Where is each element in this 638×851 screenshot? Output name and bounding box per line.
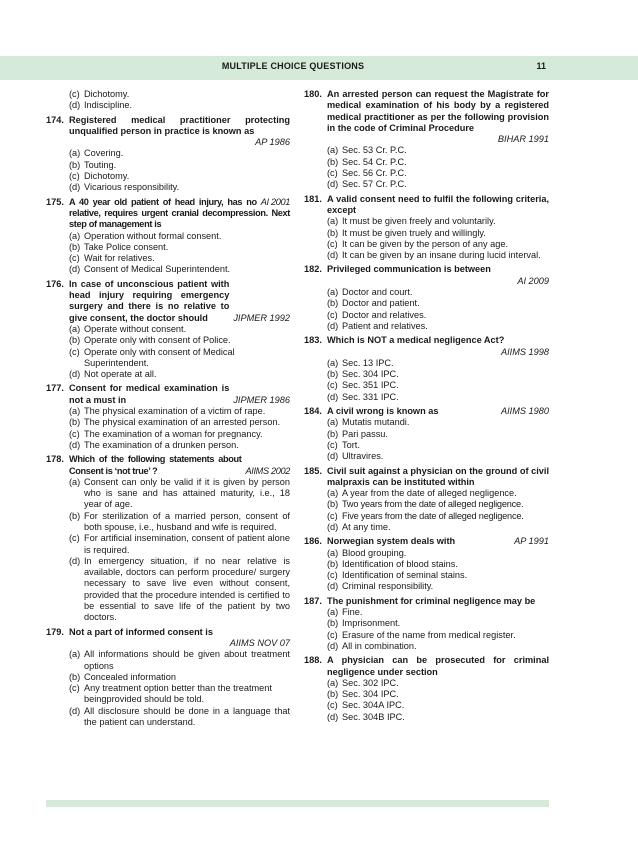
question-175 xyxy=(46,197,290,276)
option: (b) It must be given truely and willingly. xyxy=(327,227,486,238)
question-181 xyxy=(304,194,549,262)
question-source: BIHAR 1991 xyxy=(497,134,549,145)
option: (d) The examination of a drunken person. xyxy=(69,439,239,450)
option: (a) Sec. 13 IPC. xyxy=(327,357,394,368)
option: (b) Identification of blood stains. xyxy=(327,558,458,569)
option: (c) Sec. 351 IPC. xyxy=(327,380,399,391)
question-187 xyxy=(304,596,549,652)
question-text: Registered medical practitioner protecting unqualified person in practice is known as xyxy=(69,114,290,136)
question-188 xyxy=(304,655,549,723)
option: (c) Erasure of the name from medical register. xyxy=(327,629,516,640)
option: (b) Doctor and patient. xyxy=(327,298,420,309)
option: (d) Patient and relatives. xyxy=(327,320,428,331)
question-number: 188. xyxy=(304,655,322,666)
question-text: A valid consent need to fulfil the following criteria, except xyxy=(327,193,549,215)
question-176 xyxy=(46,279,290,381)
option: (c) Doctor and relatives. xyxy=(327,309,427,320)
question-text: An arrested person can request the Magistrate for medical examination of his body by a registered medical practitioner as per the following provision in the code of Criminal Procedure xyxy=(327,89,549,133)
option: (c) Five years from the date of alleged negligence. xyxy=(327,510,524,521)
option: (d) At any time. xyxy=(327,521,391,532)
question-source: AP 1991 xyxy=(514,536,549,547)
option: (c) Any treatment option better than the treatment beingprovided should be told. xyxy=(69,683,272,705)
option: (c) It can be given by the person of any age. xyxy=(327,238,508,249)
option: (a) Fine. xyxy=(327,607,363,618)
option: (d) Indiscipline. xyxy=(69,100,133,111)
option: (b) Two years from the date of alleged negligence. xyxy=(327,499,524,510)
option: (d) Not operate at all. xyxy=(69,369,157,380)
question-180 xyxy=(304,89,549,191)
question-183 xyxy=(304,335,549,403)
question-text: Norwegian system deals with xyxy=(327,536,456,547)
question-186 xyxy=(304,536,549,592)
question-text: Not a part of informed consent is xyxy=(69,626,213,637)
question-text: Which of the following statements about Consent is ‘not true’ ? xyxy=(69,454,242,476)
option: (b) Concealed information xyxy=(69,671,176,682)
option: (a) Doctor and court. xyxy=(327,287,413,298)
question-text: In case of unconscious patient with head injury requiring emergency surgery and there is no relative to give consent, the doctor should xyxy=(69,278,230,323)
option: (b) Imprisonment. xyxy=(327,618,401,629)
option: (b) Sec. 304 IPC. xyxy=(327,689,399,700)
question-text: A physician can be prosecuted for criminal negligence under section xyxy=(327,655,549,677)
option: (b) Operate only with consent of Police. xyxy=(69,335,231,346)
option: (c) Sec. 304A IPC. xyxy=(327,700,405,711)
option: (b) Pari passu. xyxy=(327,428,388,439)
question-text: The punishment for criminal negligence may be xyxy=(327,595,536,606)
question-source: AIIMS NOV 07 xyxy=(229,637,290,648)
option: (d) All in combination. xyxy=(327,640,417,651)
option: (d) In emergency situation, if no near relative is available, doctors can perform procedure/ surgery necessary to save live even without consent, provided that the procedure intended is certified to be essential to save life of the patient by two doctors. xyxy=(69,555,290,623)
question-source: JIPMER 1992 xyxy=(233,312,290,323)
option: (a) Sec. 53 Cr. P.C. xyxy=(327,145,407,156)
option: (c) Dichotomy. xyxy=(69,171,130,182)
option: (c) For artificial insemination, consent of patient alone is required. xyxy=(69,533,290,555)
question-number: 184. xyxy=(304,406,322,417)
question-text: A 40 year old patient of head injury, has no relative, requires urgent cranial decompression. Next step of management is xyxy=(69,196,290,230)
question-185 xyxy=(304,466,549,534)
option: (c) Tort. xyxy=(327,439,360,450)
option: (a) A year from the date of alleged negligence. xyxy=(327,488,517,499)
question-number: 176. xyxy=(46,278,64,289)
question-182 xyxy=(304,264,549,332)
question-text: Privileged communication is between xyxy=(327,264,491,275)
option: (c) Wait for relatives. xyxy=(69,253,155,264)
option: (b) For sterilization of a married person, consent of both spouse, i.e., husband and wife is required. xyxy=(69,510,290,532)
question-number: 185. xyxy=(304,465,322,476)
question-number: 187. xyxy=(304,595,322,606)
carry-over-options xyxy=(46,89,290,112)
option: (a) Consent can only be valid if it is given by person who is sane and has attained maturity, i.e., 18 year of age. xyxy=(69,476,290,510)
option: (a) Blood grouping. xyxy=(327,547,407,558)
question-184 xyxy=(304,406,549,462)
question-source: AIIMS 2002 xyxy=(245,465,290,476)
option: (d) Criminal responsibility. xyxy=(327,581,434,592)
option: (b) Touting. xyxy=(69,159,117,170)
question-source: AIIMS 1998 xyxy=(500,346,549,357)
option: (d) Ultravires. xyxy=(327,451,384,462)
question-178 xyxy=(46,454,290,623)
question-179 xyxy=(46,627,290,729)
option: (d) Sec. 304B IPC. xyxy=(327,711,405,722)
option: (c) Identification of seminal stains. xyxy=(327,570,468,581)
option: (d) It can be given by an insane during lucid interval. xyxy=(327,250,541,261)
question-source: AP 1986 xyxy=(255,137,290,148)
running-header-title: MULTIPLE CHOICE QUESTIONS xyxy=(221,61,365,71)
question-text: Consent for medical examination is not a must in xyxy=(69,383,230,405)
right-column xyxy=(304,89,549,726)
question-number: 178. xyxy=(46,454,64,465)
question-number: 174. xyxy=(46,114,64,125)
page-number: 11 xyxy=(536,61,546,71)
option: (a) Operate without consent. xyxy=(69,323,187,334)
footer-band xyxy=(46,800,549,807)
option: (d) Consent of Medical Superintendent. xyxy=(69,264,231,275)
option: (c) The examination of a woman for pregnancy. xyxy=(69,428,263,439)
option: (a) Sec. 302 IPC. xyxy=(327,677,399,688)
option: (a) It must be given freely and voluntarily. xyxy=(327,216,496,227)
question-number: 186. xyxy=(304,536,322,547)
question-source: AI 2001 xyxy=(260,196,290,207)
question-text: Civil suit against a physician on the ground of civil malpraxis can be instituted within xyxy=(327,465,549,487)
option: (a) All informations should be given about treatment options xyxy=(69,649,290,671)
question-number: 175. xyxy=(46,196,64,207)
question-number: 177. xyxy=(46,383,64,394)
option: (a) Covering. xyxy=(69,148,124,159)
question-source: JIPMER 1986 xyxy=(233,394,290,405)
option: (a) The physical examination of a victim of rape. xyxy=(69,406,266,417)
question-source: AI 2009 xyxy=(517,275,549,286)
question-number: 181. xyxy=(304,193,322,204)
option: (b) Sec. 304 IPC. xyxy=(327,369,399,380)
left-column xyxy=(46,89,290,731)
question-177 xyxy=(46,383,290,451)
question-number: 183. xyxy=(304,335,322,346)
question-number: 182. xyxy=(304,264,322,275)
option: (c) Sec. 56 Cr. P.C. xyxy=(327,168,407,179)
option: (d) Sec. 331 IPC. xyxy=(327,391,399,402)
question-174 xyxy=(46,115,290,194)
option: (c) Operate only with consent of Medical Superintendent. xyxy=(69,346,235,368)
question-text: A civil wrong is known as xyxy=(327,406,439,417)
option: (c) Dichotomy. xyxy=(69,89,130,99)
question-source: AIIMS 1980 xyxy=(500,406,549,417)
option: (d) All disclosure should be done in a language that the patient can understand. xyxy=(69,705,290,728)
option: (b) Sec. 54 Cr. P.C. xyxy=(327,156,407,167)
option: (a) Operation without formal consent. xyxy=(69,230,222,241)
option: (b) Take Police consent. xyxy=(69,241,169,252)
question-number: 180. xyxy=(304,89,322,99)
question-text: Which is NOT a medical negligence Act? xyxy=(327,335,505,346)
option: (d) Vicarious responsibility. xyxy=(69,182,180,193)
question-number: 179. xyxy=(46,626,64,637)
option: (b) The physical examination of an arrested person. xyxy=(69,417,281,428)
option: (d) Sec. 57 Cr. P.C. xyxy=(327,179,407,190)
option: (a) Mutatis mutandi. xyxy=(327,417,410,428)
